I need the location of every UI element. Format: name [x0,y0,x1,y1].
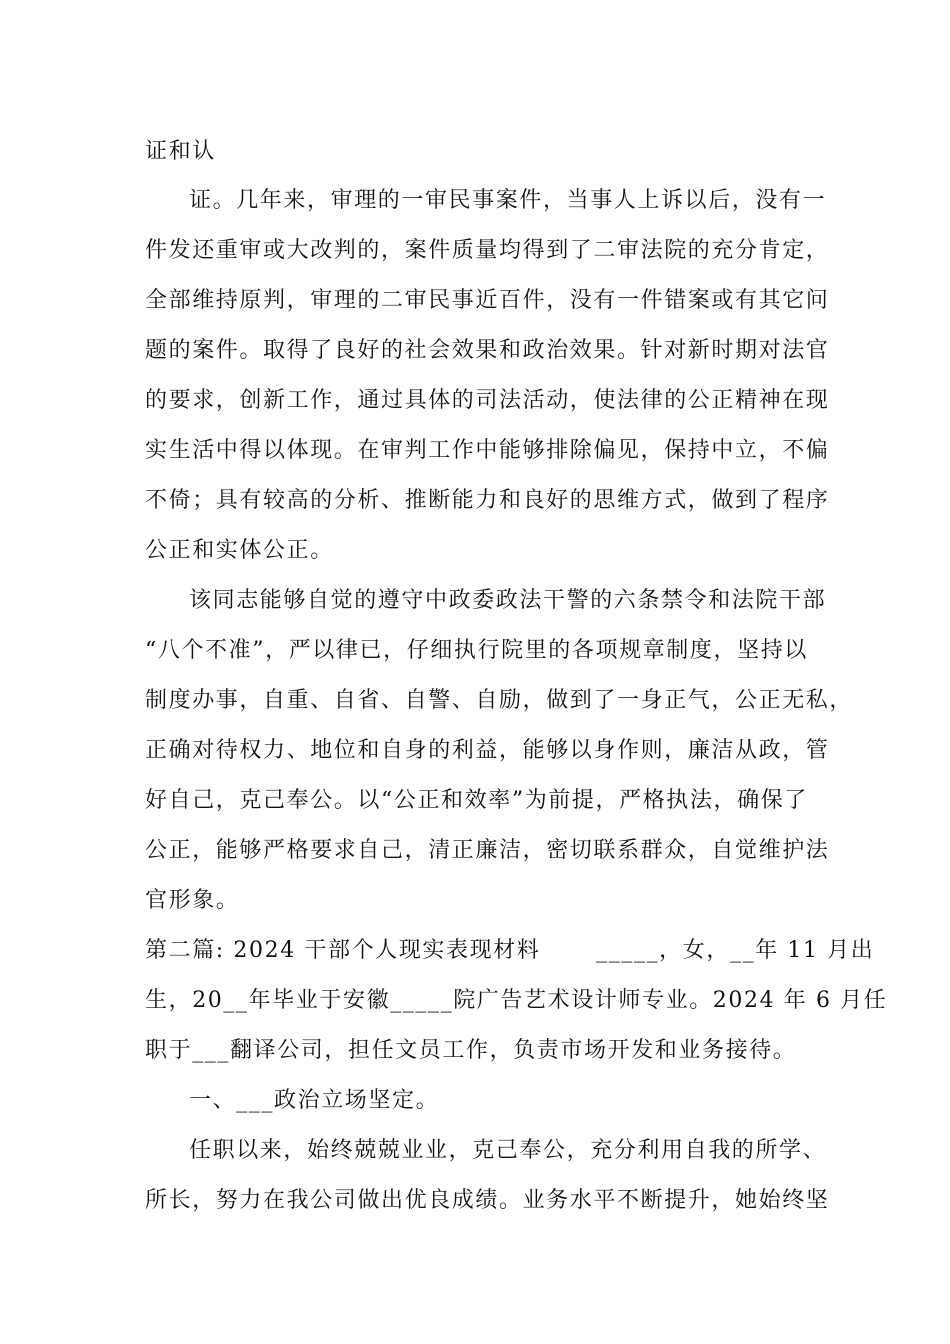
text-line: 所长，努力在我公司做出优良成绩。业务水平不断提升，她始终坚 [145,1188,830,1213]
text-line: 件发还重审或大改判的，案件质量均得到了二审法院的充分肯定， [145,238,830,263]
text-line: 公正和实体公正。 [145,538,334,563]
text-line: 题的案件。取得了良好的社会效果和政治效果。针对新时期对法官 [145,338,830,363]
subheading-line: 一、___政治立场坚定。 [189,1088,440,1113]
text-line: “八个不准”，严以律已，仔细执行院里的各项规章制度，坚持以 [145,638,808,663]
text-line: 实生活中得以体现。在审判工作中能够排除偏见，保持中立，不偏 [145,438,830,463]
text-line: 好自己，克己奉公。以“公正和效率”为前提，严格执法，确保了 [145,788,808,813]
text-line: 证和认 [145,139,216,164]
text-line: 该同志能够自觉的遵守中政委政法干警的六条禁令和法院干部 [189,588,827,613]
text-line: 正确对待权力、地位和自身的利益，能够以身作则，廉洁从政，管 [145,738,830,763]
text-line: 制度办事，自重、自省、自警、自励，做到了一身正气，公正无私， [145,688,854,713]
text-line: 证。几年来，审理的一审民事案件，当事人上诉以后，没有一 [189,188,827,213]
text-line: 公正，能够严格要求自己，清正廉洁，密切联系群众，自觉维护法 [145,838,830,863]
text-line: 全部维持原判，审理的二审民事近百件，没有一件错案或有其它问 [145,288,830,313]
text-line: 任职以来，始终兢兢业业，克己奉公，充分利用自我的所学、 [189,1138,827,1163]
section-heading-line: 第二篇: 2024 干部个人现实表现材料 _____，女，__年 11 月出 [145,938,875,963]
text-line: 官形象。 [145,888,240,913]
text-line: 不倚；具有较高的分析、推断能力和良好的思维方式，做到了程序 [145,488,830,513]
text-line: 的要求，创新工作，通过具体的司法活动，使法律的公正精神在现 [145,388,830,413]
text-line: 生，20__年毕业于安徽_____院广告艺术设计师专业。2024 年 6 月任 [145,988,888,1013]
text-line: 职于___翻译公司，担任文员工作，负责市场开发和业务接待。 [145,1038,797,1063]
